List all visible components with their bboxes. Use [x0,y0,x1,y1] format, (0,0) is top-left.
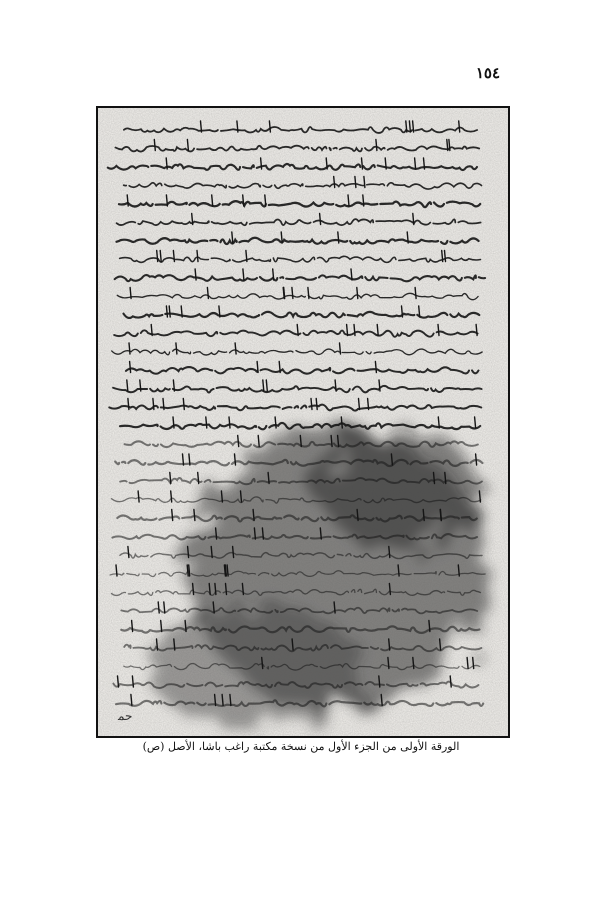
script-stroke [413,121,414,132]
script-stroke [130,362,131,373]
script-stroke [140,380,141,391]
script-stroke [359,399,360,410]
script-stroke [238,436,239,447]
script-stroke [213,602,214,613]
script-stroke [258,436,259,447]
script-stroke [449,140,450,151]
script-stroke [253,510,254,521]
script-stroke [415,158,416,169]
script-stroke [173,380,174,391]
script-stroke [173,417,174,428]
script-stroke [409,121,410,132]
script-stroke [130,288,131,299]
script-stroke [198,473,199,484]
script-stroke [467,658,468,669]
script-stroke [183,454,184,465]
script-stroke [355,177,356,188]
script-stroke [233,547,234,558]
script-stroke [347,325,348,336]
script-stroke [475,417,476,428]
script-stroke [391,454,392,465]
script-stroke [442,251,443,262]
script-stroke [232,232,233,243]
script-stroke [215,584,216,595]
script-stroke [206,417,207,428]
script-stroke [181,306,182,317]
script-stroke [127,195,128,206]
script-stroke [320,528,321,539]
script-stroke [279,362,280,373]
script-stroke [183,399,184,410]
script-stroke [261,158,262,169]
script-stroke [174,639,175,650]
script-stroke [235,454,236,465]
scan-mark: ﺣﻤ [118,709,133,723]
script-stroke [268,473,269,484]
script-stroke [128,547,129,558]
script-stroke [379,380,380,391]
script-stroke [269,121,270,132]
script-stroke [132,621,133,632]
script-stroke [215,695,216,706]
script-stroke [132,676,133,687]
script-stroke [440,639,441,650]
script-stroke [354,325,355,336]
script-stroke [389,547,390,558]
script-stroke [160,251,161,262]
script-stroke [127,380,128,391]
script-stroke [116,565,117,576]
script-stroke [423,510,424,521]
script-stroke [211,547,212,558]
script-stroke [292,288,293,299]
script-stroke [335,380,336,391]
script-stroke [163,399,164,410]
script-stroke [419,306,420,317]
script-stroke [429,621,430,632]
script-stroke [341,417,342,428]
script-stroke [413,214,414,225]
script-stroke [377,325,378,336]
script-stroke [170,473,171,484]
script-stroke [407,232,408,243]
script-stroke [376,140,377,151]
script-stroke [263,380,264,391]
script-stroke [246,251,247,262]
page-number: ١٥٤ [475,64,500,82]
script-stroke [157,639,158,650]
script-stroke [402,306,403,317]
script-stroke [415,288,416,299]
script-stroke [254,528,255,539]
script-stroke [438,417,439,428]
script-stroke [118,676,119,687]
script-stroke [338,436,339,447]
script-stroke [194,510,195,521]
script-stroke [241,491,242,502]
script-stroke [331,436,332,447]
script-stroke [334,602,335,613]
script-stroke [157,251,158,262]
script-stroke [187,140,188,151]
script-stroke [389,584,390,595]
script-stroke [193,584,194,595]
script-stroke [161,621,162,632]
script-stroke [476,325,477,336]
script-stroke [166,158,167,169]
script-stroke [192,214,193,225]
script-stroke [398,565,399,576]
script-stroke [189,454,190,465]
script-stroke [300,436,301,447]
script-stroke [169,306,170,317]
script-stroke [348,195,349,206]
script-stroke [209,584,210,595]
script-stroke [195,269,196,280]
script-stroke [151,325,152,336]
script-stroke [237,121,238,132]
script-stroke [226,584,227,595]
script-stroke [173,251,174,262]
script-stroke [262,658,263,669]
script-stroke [216,528,217,539]
figure-caption: الورقة الأولى من الجزء الأول من نسخة مكتبة راغب باشا، الأصل (ص) [142,740,460,753]
script-stroke [138,491,139,502]
script-stroke [212,195,213,206]
script-stroke [219,306,220,317]
script-stroke [172,510,173,521]
script-stroke [164,602,165,613]
script-stroke [227,565,228,576]
script-stroke [458,565,459,576]
script-stroke [266,380,267,391]
script-stroke [158,602,159,613]
script-stroke [283,288,284,299]
manuscript-scan [98,108,508,736]
script-stroke [326,158,327,169]
script-stroke [171,491,172,502]
script-stroke [450,676,451,687]
script-stroke [364,177,365,188]
script-stroke [166,195,167,206]
manuscript-image [96,106,510,738]
script-stroke [128,399,129,410]
script-stroke [445,473,446,484]
script-stroke [413,658,414,669]
script-stroke [389,639,390,650]
script-stroke [340,343,341,354]
script-stroke [311,399,312,410]
script-stroke [388,658,389,669]
script-stroke [362,158,363,169]
script-stroke [243,195,244,206]
script-stroke [230,695,231,706]
script-stroke [242,584,243,595]
script-stroke [221,491,222,502]
script-stroke [257,362,258,373]
script-stroke [207,288,208,299]
script-stroke [281,232,282,243]
script-stroke [273,269,274,280]
script-stroke [381,695,382,706]
script-stroke [363,195,364,206]
script-stroke [197,251,198,262]
script-stroke [154,140,155,151]
script-stroke [379,676,380,687]
script-stroke [243,269,244,280]
script-stroke [316,399,317,410]
script-stroke [320,214,321,225]
script-stroke [479,491,480,502]
script-stroke [166,306,167,317]
script-stroke [434,473,435,484]
script-stroke [262,528,263,539]
script-stroke [447,140,448,151]
script-stroke [201,121,202,132]
script-stroke [459,121,460,132]
script-stroke [368,399,369,410]
script-stroke [129,343,130,354]
script-stroke [189,565,190,576]
script-stroke [185,621,186,632]
script-stroke [235,343,236,354]
script-stroke [308,288,309,299]
script-stroke [357,288,358,299]
script-stroke [265,195,266,206]
script-stroke [297,325,298,336]
script-stroke [357,510,358,521]
script-stroke [406,121,407,132]
script-stroke [424,158,425,169]
script-stroke [438,325,439,336]
script-stroke [445,251,446,262]
script-stroke [292,639,293,650]
script-stroke [440,510,441,521]
script-stroke [188,547,189,558]
script-stroke [176,343,177,354]
script-stroke [351,269,352,280]
script-stroke [375,362,376,373]
script-stroke [222,695,223,706]
script-stroke [476,454,477,465]
script-stroke [187,565,188,576]
script-stroke [275,417,276,428]
script-stroke [473,658,474,669]
script-stroke [338,232,339,243]
script-stroke [229,417,230,428]
script-stroke [153,399,154,410]
script-stroke [225,565,226,576]
script-stroke [385,158,386,169]
script-stroke [131,695,132,706]
script-stroke [334,177,335,188]
